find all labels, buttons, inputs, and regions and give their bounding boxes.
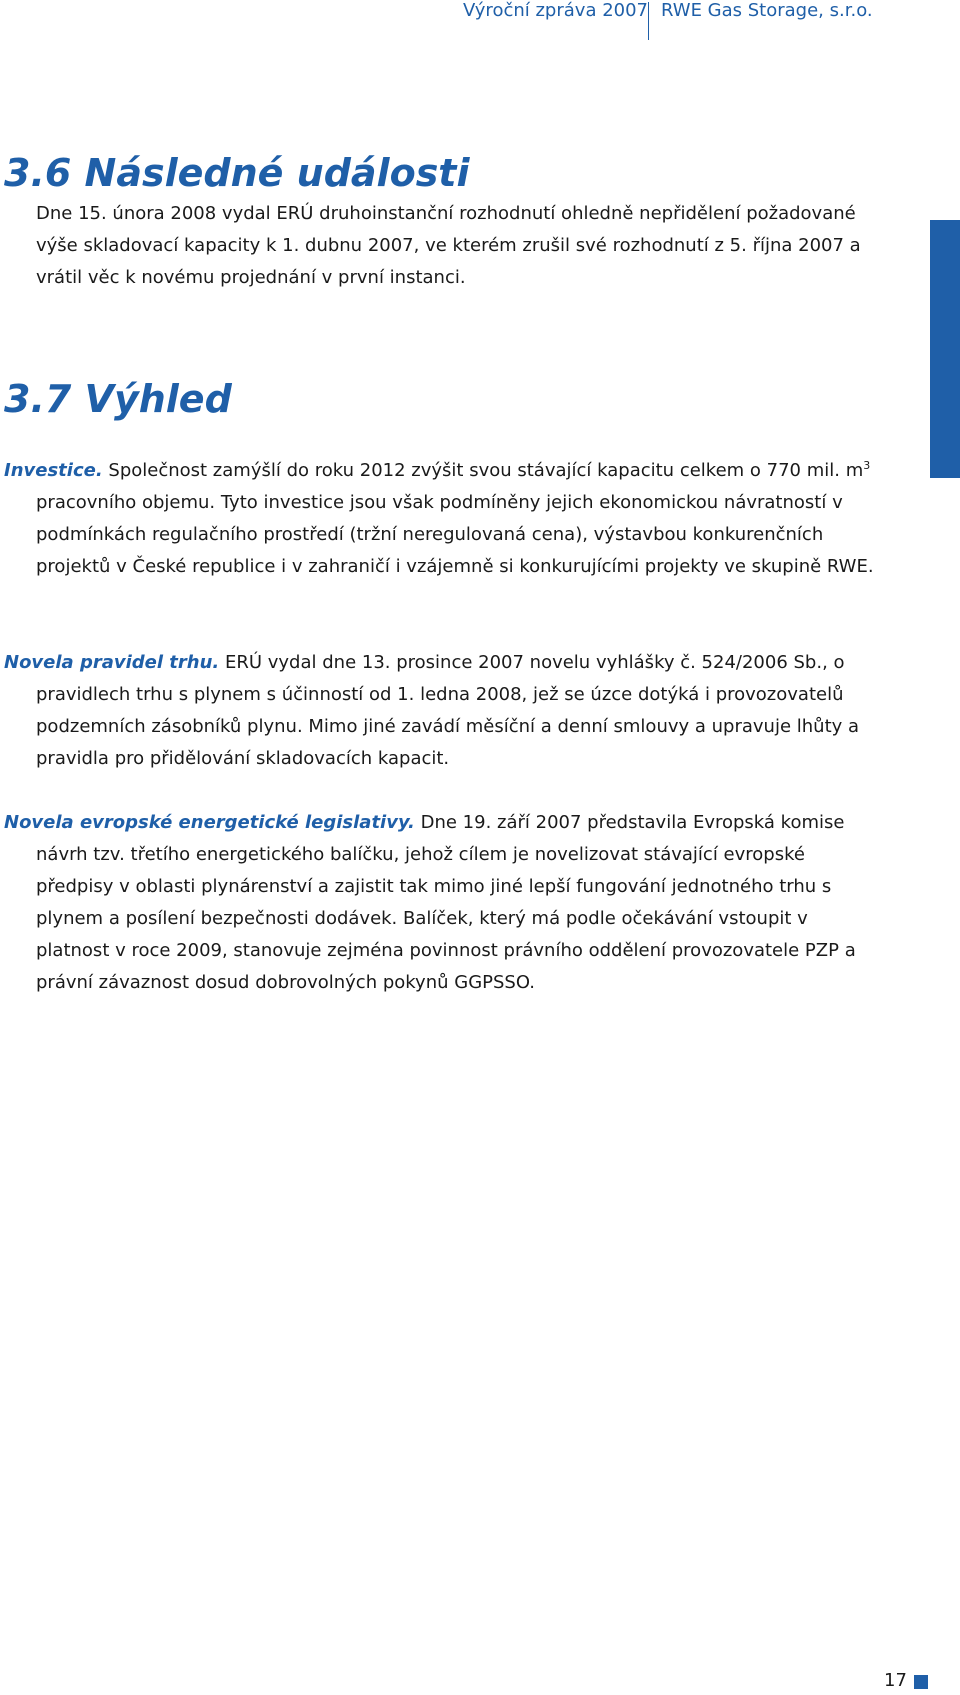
paragraph-text: ERÚ vydal dne 13. prosince 2007 novelu vyhlášky č. 524/2006 Sb., o pravidlech trhu s plynem s účinností od 1. ledna 2008, jež se úzce dotýká i provozovatelů podzemních zásobníků plynu. Mimo jiné zavádí měsíční a denní smlouvy a upravuje lhůty a pravidla pro přidělování skladovacích kapacit. — [36, 652, 860, 769]
company-name: RWE Gas Storage, s.r.o. — [661, 0, 873, 21]
paragraph-nasledne-udalosti — [36, 198, 881, 294]
paragraph-novela-legislativy — [4, 807, 881, 999]
paragraph-text: Společnost zamýšlí do roku 2012 zvýšit svou stávající kapacitu celkem o 770 mil. m — [102, 460, 864, 481]
report-title: Výroční zpráva 2007 — [462, 0, 648, 21]
page-number: 17 — [884, 1670, 907, 1691]
paragraph-text: pracovního objemu. Tyto investice jsou však podmíněny jejich ekonomickou návratností v podmínkách regulačního prostředí (tržní neregulovaná cena), výstavbou konkurenčních projektů v České republice i v zahraničí i vzájemně si konkurujícími projekty ve skupině RWE. — [36, 492, 874, 577]
section-title-3-6: 3.6 Následné události — [4, 150, 470, 195]
header-divider — [648, 2, 649, 40]
side-tab-marker — [930, 220, 960, 478]
paragraph-text: Dne 19. září 2007 představila Evropská komise návrh tzv. třetího energetického balíčku, jehož cílem je novelizovat stávající evropské předpisy v oblasti plynárenství a zajistit tak mimo jiné lepší fungování jednotného trhu s plynem a posílení bezpečnosti dodávek. Balíček, který má podle očekávání vstoupit v platnost v roce 2009, stanovuje zejména povinnost právního oddělení provozovatele PZP a právní závaznost dosud dobrovolných pokynů GGPSSO. — [36, 812, 856, 993]
paragraph-lead-novela-pravidel: Novela pravidel trhu. — [4, 652, 220, 673]
page-number-square-icon — [914, 1675, 928, 1689]
paragraph-novela-pravidel-trhu — [4, 647, 881, 775]
paragraph-text: Dne 15. února 2008 vydal ERÚ druhoinstanční rozhodnutí ohledně nepřidělení požadované výše skladovací kapacity k 1. dubnu 2007, ve kterém zrušil své rozhodnutí z 5. října 2007 a vrátil věc k novému projednání v první instanci. — [36, 203, 861, 288]
paragraph-investice — [4, 455, 881, 583]
section-title-3-7: 3.7 Výhled — [4, 377, 232, 421]
paragraph-lead-investice: Investice. — [4, 460, 103, 481]
superscript-3: 3 — [863, 459, 871, 472]
page-header — [0, 0, 960, 42]
paragraph-lead-novela-legislativy: Novela evropské energetické legislativy. — [4, 812, 415, 833]
